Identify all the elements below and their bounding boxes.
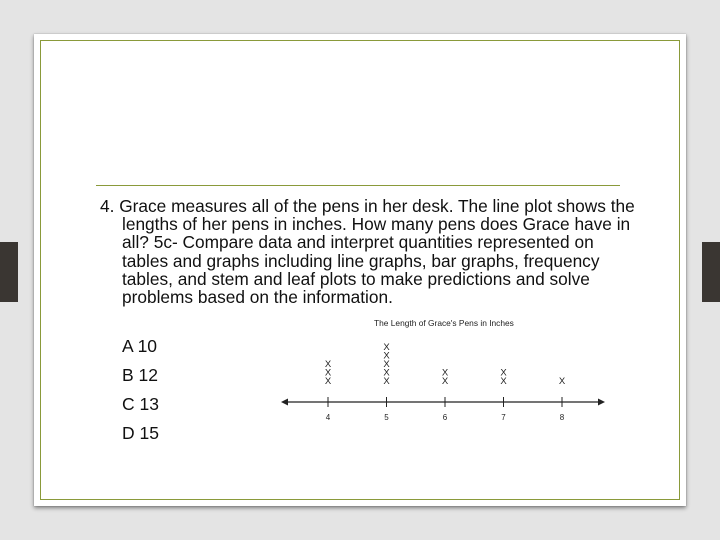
data-point-x: X	[324, 376, 332, 387]
data-point-x: X	[324, 359, 332, 370]
answer-choice-c: C 13	[122, 394, 159, 414]
data-point-x: X	[383, 367, 390, 379]
answer-choice-d: D 15	[122, 423, 159, 443]
data-point-x: X	[441, 367, 449, 379]
data-point-x: X	[383, 376, 390, 387]
data-point-x: X	[383, 359, 390, 370]
data-point-x: X	[441, 376, 449, 387]
data-point-x: X	[500, 367, 507, 379]
answer-choice-b: B 12	[122, 365, 158, 385]
data-point-x: X	[383, 350, 390, 362]
tick-label: 5	[384, 413, 389, 422]
tick-label: 7	[501, 413, 506, 422]
data-point-x: X	[500, 376, 507, 387]
line-plot-image	[269, 312, 626, 432]
data-point-x: X	[558, 376, 566, 387]
title-divider	[96, 185, 620, 186]
tick-label: 4	[325, 413, 331, 422]
data-point-x: X	[383, 342, 390, 353]
left-edge-tab	[0, 242, 18, 302]
tick-label: 6	[442, 413, 448, 422]
number-line-right-arrow	[598, 399, 605, 406]
data-point-x: X	[324, 367, 332, 379]
number-line-left-arrow	[281, 399, 288, 406]
right-edge-tab	[702, 242, 720, 302]
question-text: 4. Grace measures all of the pens in her desk. The line plot shows the lengths of her pens in inches. How many pens does Grace have in all? 5c- Compare data and interpret quantities represented on tables and graphs including line graphs, bar graphs, frequency tables, and stem and leaf plots to make predictions and solve problems based on the information.	[100, 196, 635, 308]
chart-title: The Length of Grace's Pens in Inches	[374, 318, 514, 328]
answer-choice-a: A 10	[122, 336, 158, 356]
line-plot-chart	[269, 312, 626, 432]
tick-label: 8	[559, 413, 565, 422]
